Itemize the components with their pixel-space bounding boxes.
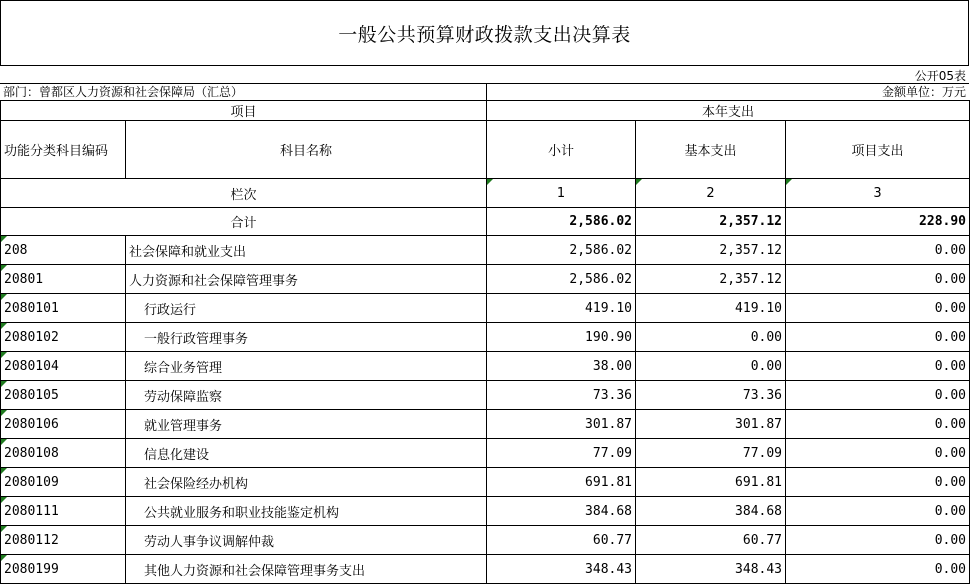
row-code: 2080102 bbox=[1, 323, 126, 352]
table-row bbox=[1, 468, 970, 497]
row-basic: 691.81 bbox=[636, 468, 786, 497]
header-project: 项目支出 bbox=[786, 121, 970, 179]
row-subtotal: 691.81 bbox=[487, 468, 636, 497]
row-code: 20801 bbox=[1, 265, 126, 294]
row-project: 0.00 bbox=[786, 294, 970, 323]
divider bbox=[486, 84, 487, 100]
row-project: 0.00 bbox=[786, 352, 970, 381]
row-name: 综合业务管理 bbox=[126, 352, 487, 381]
row-name: 劳动保障监察 bbox=[126, 381, 487, 410]
table-row bbox=[1, 497, 970, 526]
row-basic: 2,357.12 bbox=[636, 265, 786, 294]
table-row bbox=[1, 294, 970, 323]
row-subtotal: 38.00 bbox=[487, 352, 636, 381]
row-name: 人力资源和社会保障管理事务 bbox=[126, 265, 487, 294]
row-project: 0.00 bbox=[786, 381, 970, 410]
row-project: 0.00 bbox=[786, 236, 970, 265]
row-subtotal: 73.36 bbox=[487, 381, 636, 410]
index-row bbox=[1, 179, 970, 208]
divider bbox=[0, 83, 969, 84]
row-code: 208 bbox=[1, 236, 126, 265]
header-row bbox=[1, 121, 970, 179]
row-code: 2080199 bbox=[1, 555, 126, 584]
row-subtotal: 60.77 bbox=[487, 526, 636, 555]
row-basic: 301.87 bbox=[636, 410, 786, 439]
header-subtotal: 小计 bbox=[487, 121, 636, 179]
row-project: 0.00 bbox=[786, 526, 970, 555]
total-project: 228.90 bbox=[786, 208, 970, 236]
total-label: 合计 bbox=[1, 208, 487, 236]
table-row bbox=[1, 410, 970, 439]
header-code: 功能分类科目编码 bbox=[1, 121, 126, 179]
row-basic: 0.00 bbox=[636, 352, 786, 381]
row-project: 0.00 bbox=[786, 497, 970, 526]
header-row bbox=[1, 101, 970, 121]
row-name: 社会保障和就业支出 bbox=[126, 236, 487, 265]
form-code: 公开05表 bbox=[914, 69, 966, 83]
row-project: 0.00 bbox=[786, 410, 970, 439]
row-subtotal: 301.87 bbox=[487, 410, 636, 439]
row-subtotal: 348.43 bbox=[487, 555, 636, 584]
row-name: 就业管理事务 bbox=[126, 410, 487, 439]
row-basic: 73.36 bbox=[636, 381, 786, 410]
index-label: 栏次 bbox=[1, 179, 487, 208]
row-subtotal: 2,586.02 bbox=[487, 236, 636, 265]
row-code: 2080104 bbox=[1, 352, 126, 381]
row-name: 信息化建设 bbox=[126, 439, 487, 468]
table-row bbox=[1, 323, 970, 352]
row-project: 0.00 bbox=[786, 265, 970, 294]
row-code: 2080105 bbox=[1, 381, 126, 410]
index-3: 3 bbox=[786, 179, 970, 208]
index-2: 2 bbox=[636, 179, 786, 208]
row-subtotal: 77.09 bbox=[487, 439, 636, 468]
expenditure-table bbox=[0, 100, 970, 584]
total-row bbox=[1, 208, 970, 236]
table-row bbox=[1, 555, 970, 584]
row-project: 0.00 bbox=[786, 439, 970, 468]
row-subtotal: 419.10 bbox=[487, 294, 636, 323]
row-name: 一般行政管理事务 bbox=[126, 323, 487, 352]
row-code: 2080101 bbox=[1, 294, 126, 323]
row-project: 0.00 bbox=[786, 323, 970, 352]
table-row bbox=[1, 526, 970, 555]
row-name: 社会保险经办机构 bbox=[126, 468, 487, 497]
header-name: 科目名称 bbox=[126, 121, 487, 179]
row-basic: 348.43 bbox=[636, 555, 786, 584]
table-row bbox=[1, 352, 970, 381]
row-name: 公共就业服务和职业技能鉴定机构 bbox=[126, 497, 487, 526]
row-basic: 77.09 bbox=[636, 439, 786, 468]
row-project: 0.00 bbox=[786, 468, 970, 497]
header-current-year: 本年支出 bbox=[487, 101, 970, 121]
row-code: 2080109 bbox=[1, 468, 126, 497]
row-subtotal: 384.68 bbox=[487, 497, 636, 526]
table-row bbox=[1, 236, 970, 265]
row-code: 2080111 bbox=[1, 497, 126, 526]
total-basic: 2,357.12 bbox=[636, 208, 786, 236]
row-name: 行政运行 bbox=[126, 294, 487, 323]
department-label: 部门：曾都区人力资源和社会保障局（汇总） bbox=[3, 85, 244, 99]
row-basic: 2,357.12 bbox=[636, 236, 786, 265]
header-basic: 基本支出 bbox=[636, 121, 786, 179]
row-name: 劳动人事争议调解仲裁 bbox=[126, 526, 487, 555]
table-row bbox=[1, 265, 970, 294]
unit-label: 金额单位：万元 bbox=[881, 85, 966, 99]
row-basic: 60.77 bbox=[636, 526, 786, 555]
row-subtotal: 190.90 bbox=[487, 323, 636, 352]
report-title: 一般公共预算财政拨款支出决算表 bbox=[0, 0, 969, 66]
row-code: 2080112 bbox=[1, 526, 126, 555]
table-row bbox=[1, 439, 970, 468]
row-basic: 419.10 bbox=[636, 294, 786, 323]
row-basic: 0.00 bbox=[636, 323, 786, 352]
header-item: 项目 bbox=[1, 101, 487, 121]
table-row bbox=[1, 381, 970, 410]
row-project: 0.00 bbox=[786, 555, 970, 584]
row-code: 2080106 bbox=[1, 410, 126, 439]
index-1: 1 bbox=[487, 179, 636, 208]
row-basic: 384.68 bbox=[636, 497, 786, 526]
total-subtotal: 2,586.02 bbox=[487, 208, 636, 236]
row-subtotal: 2,586.02 bbox=[487, 265, 636, 294]
row-code: 2080108 bbox=[1, 439, 126, 468]
row-name: 其他人力资源和社会保障管理事务支出 bbox=[126, 555, 487, 584]
